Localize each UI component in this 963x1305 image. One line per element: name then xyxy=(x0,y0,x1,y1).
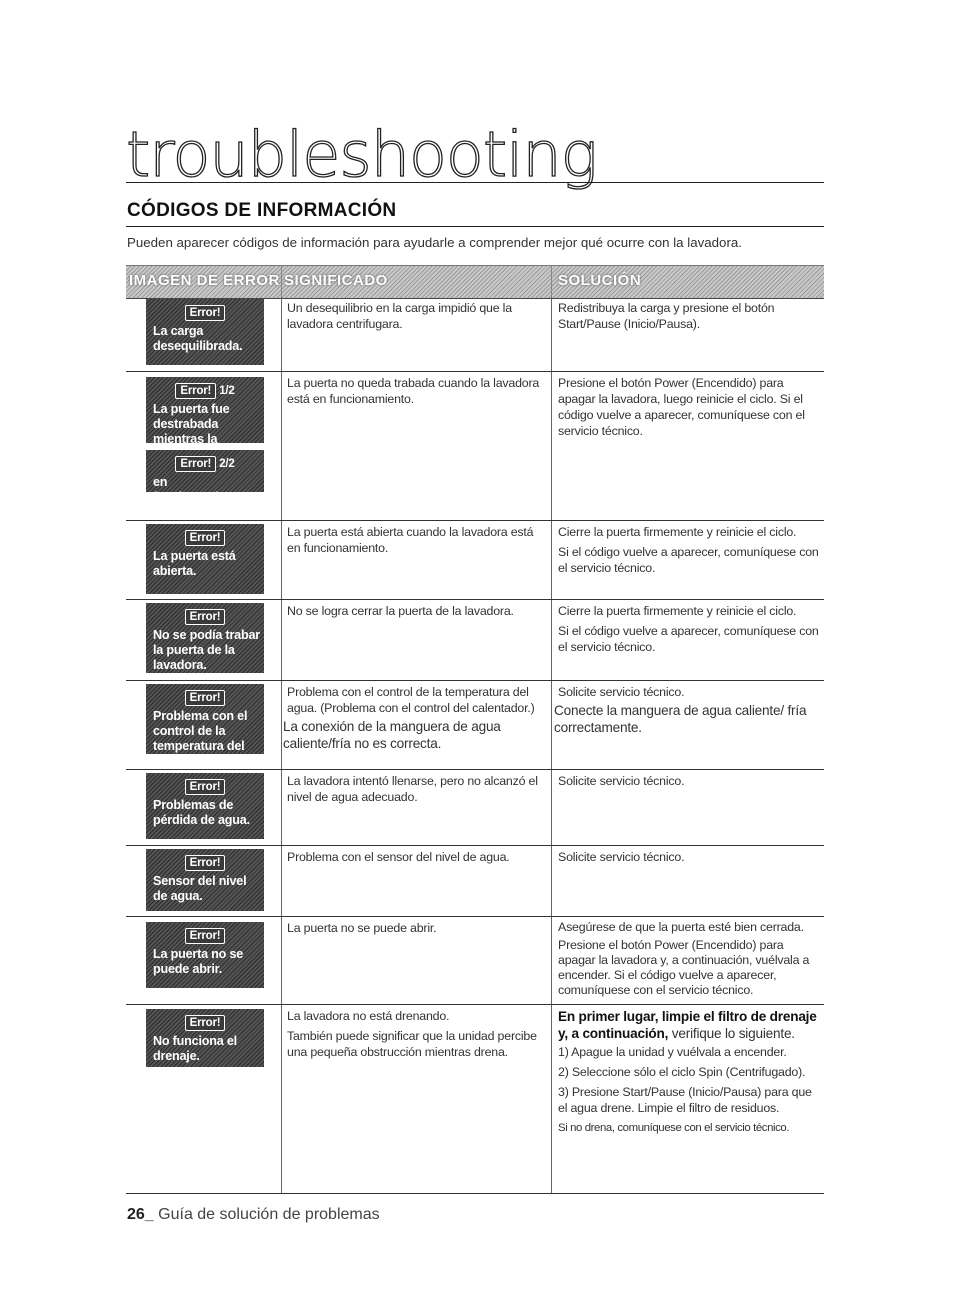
error-message: No funciona el drenaje. xyxy=(153,1034,237,1063)
error-message: No se podía trabar la puerta de la lavadora. xyxy=(153,628,260,672)
table-row xyxy=(126,846,824,917)
header-solution: SOLUCIÓN xyxy=(558,272,642,289)
error-badge: Error! xyxy=(185,1015,226,1031)
solution-cell: Cierre la puerta firmemente y reinicie el ciclo. Si el código vuelve a aparecer, comuníquese con el servicio técnico. xyxy=(558,525,819,575)
header-meaning: SIGNIFICADO xyxy=(284,272,388,289)
meaning-cell: No se logra cerrar la puerta de la lavadora. xyxy=(287,604,514,618)
section-title: CÓDIGOS DE INFORMACIÓN xyxy=(127,200,397,221)
solution-cell: Cierre la puerta firmemente y reinicie el ciclo. Si el código vuelve a aparecer, comuníquese con el servicio técnico. xyxy=(558,604,819,654)
meaning-cell: La puerta no se puede abrir. xyxy=(287,921,437,935)
title-rule xyxy=(126,182,824,183)
footer-label: Guía de solución de problemas xyxy=(153,1206,380,1223)
page-title: troubleshooting xyxy=(126,118,597,191)
table-row xyxy=(126,372,824,521)
solution-cell: En primer lugar, limpie el filtro de drenaje y, a continuación, verifique lo siguiente. 1) Apague la unidad y vuélvala a encender. 2) Seleccione sólo el ciclo Spin (Centrifugado). 3) Presione Start/Pause (Inicio/Pausa) para que el agua drene. Limpie el filtro de residuos. Si no drena, comuníquese con el servicio técnico. xyxy=(558,1009,817,1134)
error-badge: Error! xyxy=(185,779,226,795)
error-message: Sensor del nivel de agua. xyxy=(153,874,247,903)
solution-cell: Asegúrese de que la puerta esté bien cerrada. Presione el botón Power (Encendido) para apagar la lavadora y, a continuación, vuélvala a encender. Si el código vuelve a aparecer, comuníquese con el servicio técnico. xyxy=(558,920,810,997)
page-number: 26_ xyxy=(127,1206,154,1223)
table-row xyxy=(126,297,824,372)
table-header xyxy=(126,265,824,299)
page-footer xyxy=(127,1206,380,1224)
meaning-cell: La lavadora no está drenando. También puede significar que la unidad percibe una pequeña obstrucción mientras drena. xyxy=(287,1009,537,1059)
error-display-image xyxy=(146,299,264,365)
meaning-cell: Problema con el sensor del nivel de agua. xyxy=(287,850,510,864)
error-display-image xyxy=(146,773,264,839)
meaning-cell: La puerta no queda trabada cuando la lavadora está en funcionamiento. xyxy=(287,376,540,406)
table-row xyxy=(126,521,824,600)
error-display-image: Error! 1/2 La puerta fue destrabada mientras la xyxy=(146,377,264,443)
table-row xyxy=(126,917,824,1005)
error-badge: Error! xyxy=(185,855,226,871)
error-display-image xyxy=(146,684,264,768)
error-badge: Error! xyxy=(185,690,226,706)
error-display-image xyxy=(146,922,264,988)
error-message: en funcionamiento. xyxy=(153,475,248,504)
solution-cell: Redistribuya la carga y presione el botón Start/Pause (Inicio/Pausa). xyxy=(558,301,775,331)
error-badge: Error! xyxy=(185,530,226,546)
error-message: Problemas de pérdida de agua. xyxy=(153,798,250,827)
error-badge: Error! xyxy=(175,456,216,472)
table-row xyxy=(126,1005,824,1194)
section-rule xyxy=(126,226,824,227)
error-display-image xyxy=(146,524,264,594)
solution-cell: Solicite servicio técnico. xyxy=(558,774,685,788)
error-message: La puerta no se puede abrir. xyxy=(153,947,244,976)
error-badge: Error! xyxy=(185,305,226,321)
meaning-cell: Un desequilibrio en la carga impidió que la lavadora centrifugara. xyxy=(287,301,512,331)
error-message: La carga desequilibrada. xyxy=(153,324,243,353)
error-display-image xyxy=(146,849,264,911)
error-display-image xyxy=(146,603,264,673)
solution-cell: Solicite servicio técnico. xyxy=(558,850,685,864)
table-row xyxy=(126,600,824,681)
solution-cell: Presione el botón Power (Encendido) para apagar la lavadora, luego reinicie el ciclo. Si el código vuelve a aparecer, comuníquese con el servicio técnico. xyxy=(558,376,805,438)
error-message: Problema con el control de la temperatura del agua. xyxy=(153,709,248,768)
table-row xyxy=(126,770,824,846)
header-error-image: IMAGEN DE ERROR xyxy=(129,272,280,289)
meaning-cell: Problema con el control de la temperatura del agua. (Problema con el control del calentador.) La conexión de la manguera de agua caliente/fría no es correcta. xyxy=(283,685,535,751)
solution-cell: Solicite servicio técnico. Conecte la manguera de agua caliente/ fría correctamente. xyxy=(554,685,807,735)
error-badge: Error! xyxy=(185,609,226,625)
error-display-image xyxy=(146,1009,264,1067)
meaning-cell: La puerta está abierta cuando la lavadora está en funcionamiento. xyxy=(287,525,534,555)
meaning-cell: La lavadora intentó llenarse, pero no alcanzó el nivel de agua adecuado. xyxy=(287,774,538,804)
error-display-image: Error! 2/2 en funcionamiento. xyxy=(146,450,264,492)
error-badge: Error! xyxy=(185,928,226,944)
error-badge: Error! xyxy=(175,383,216,399)
intro-text: Pueden aparecer códigos de información para ayudarle a comprender mejor qué ocurre con la lavadora. xyxy=(127,235,742,250)
error-message: La puerta fue destrabada mientras la xyxy=(153,402,230,446)
error-message: La puerta está abierta. xyxy=(153,549,236,578)
table-row xyxy=(126,681,824,770)
